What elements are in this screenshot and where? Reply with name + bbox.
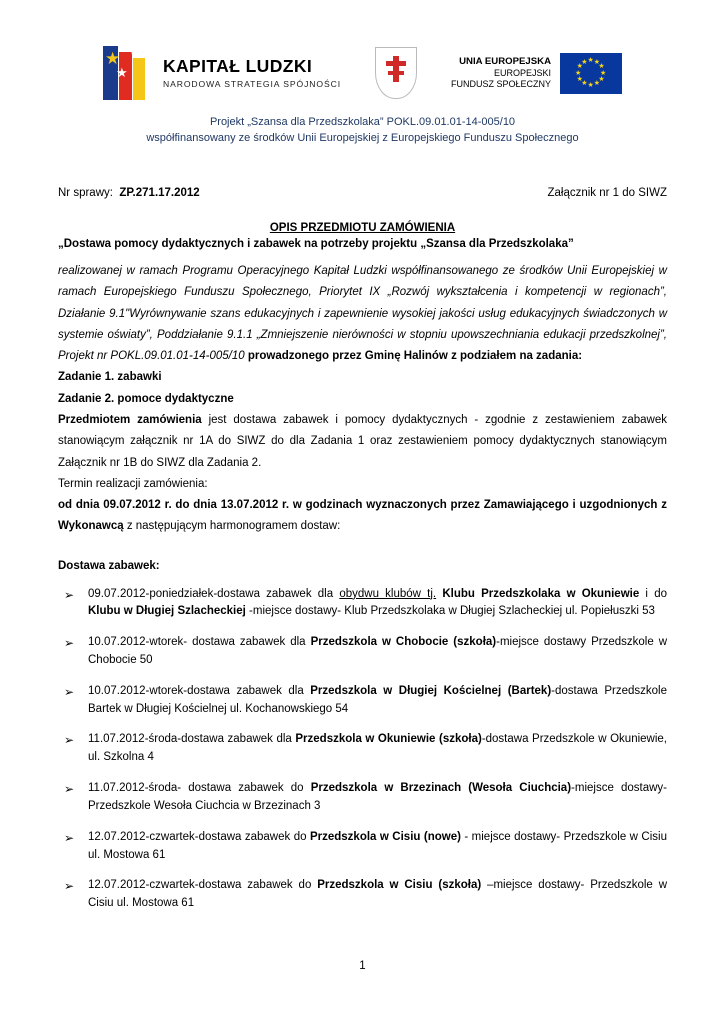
star-icon: ★ <box>129 47 141 61</box>
term-label: Termin realizacji zamówienia: <box>58 477 208 490</box>
arrow-bullet-icon: ➢ <box>64 733 75 748</box>
eu-star-icon: ★ <box>581 58 588 66</box>
cross-shape <box>393 56 399 82</box>
eu-star-icon: ★ <box>600 69 607 77</box>
arrow-bullet-icon: ➢ <box>64 684 75 699</box>
case-label: Nr sprawy: <box>58 186 113 199</box>
page-title: OPIS PRZEDMIOTU ZAMÓWIENIA <box>269 221 456 234</box>
term-label-paragraph <box>58 474 667 495</box>
term-bold-dates: od dnia 09.07.2012 r. do dnia 13.07.2012 r. w godzinach wyznaczonych przez Zamawiającego i uzgodnionych z Wykonawcą <box>58 499 667 533</box>
delivery-date-prefix: 09.07.2012-poniedziałek-dostawa zabawek dla <box>88 587 340 600</box>
eu-flag-icon <box>560 53 622 94</box>
intro-italic-body: realizowanej w ramach Programu Operacyjnego Kapitał Ludzki współfinansowanego ze środków Unii Europejskiej w ramach Europejskiego Funduszu Społecznego, Priorytet IX „Rozwój wykształcenia i kompetencji w regionach”, Działanie 9.1"Wyrównywanie szans edukacyjnych i zapewnienie wysokiej jakości usług edukacyjnych świadczonych w systemie oświaty”, Poddziałanie 9.1.1 „Zmniejszenie nierówności w stopniu upowszechniania edukacji przedszkolnej”, Projekt nr POKL.09.01.01-14-005/10 <box>58 265 667 363</box>
delivery-date-prefix: 11.07.2012-środa-dostawa zabawek dla <box>88 733 296 746</box>
delivery-tail: –miejsce dostawy- Przedszkole w Cisiu ul. Mostowa 61 <box>88 879 668 910</box>
delivery-date-prefix: 12.07.2012-czwartek-dostawa zabawek do <box>88 830 310 843</box>
list-item <box>58 731 667 767</box>
delivery-bold-1: Przedszkola w Cisiu (szkoła) <box>317 879 482 892</box>
delivery-list <box>58 586 667 913</box>
arrow-bullet-icon: ➢ <box>64 830 75 845</box>
delivery-bold-1: Przedszkola w Brzezinach (Wesoła Ciuchcia) <box>310 782 572 795</box>
meta-row <box>58 187 667 199</box>
star-icon: ★ <box>104 49 121 68</box>
project-caption-line-1: Projekt „Szansa dla Przedszkolaka” POKL.09.01.01-14-005/10 <box>209 116 516 128</box>
delivery-tail: -dostawa Przedszkole Bartek w Długiej Kościelnej ul. Kochanowskiego 54 <box>88 684 667 715</box>
delivery-tail: - miejsce dostawy- Przedszkole w Cisiu ul. Mostowa 61 <box>88 830 667 861</box>
case-number: ZP.271.17.2012 <box>119 186 200 199</box>
delivery-mid: i do <box>639 587 667 600</box>
delivery-bold-1: Przedszkola w Cisiu (nowe) <box>309 830 461 843</box>
kapital-ludzki-title: KAPITAŁ LUDZKI <box>162 56 313 77</box>
band-yellow <box>133 58 145 100</box>
star-icon: ★ <box>115 65 128 80</box>
eu-line-3: FUNDUSZ SPOŁECZNY <box>450 78 551 89</box>
delivery-bold-1: Przedszkola w Chobocie (szkoła) <box>310 636 497 649</box>
delivery-bold-1: Przedszkola w Długiej Kościelnej (Bartek) <box>310 684 552 697</box>
arrow-bullet-icon: ➢ <box>64 587 75 602</box>
subject-rest: jest dostawa zabawek i pomocy dydaktycznych - zgodnie z zestawieniem zabawek stanowiącym załącznik nr 1A do SIWZ do dla Zadania 1 oraz zestawieniem pomocy dydaktycznych stanowiącym Załącznik nr 1B do SIWZ dla Zadania 2. <box>58 414 667 469</box>
delivery-tail: -miejsce dostawy- Klub Przedszkolaka w Długiej Szlacheckiej ul. Popiełuszki 53 <box>245 605 655 618</box>
case-number-block <box>58 187 200 199</box>
intro-bold-tail: prowadzonego przez Gminę Halinów z podziałem na zadania: <box>247 350 583 363</box>
eu-star-icon: ★ <box>587 57 594 64</box>
eu-star-icon: ★ <box>575 69 582 77</box>
delivery-heading: Dostawa zabawek: <box>58 559 160 572</box>
kapital-ludzki-logo <box>103 46 341 100</box>
delivery-bold-1: Klubu Przedszkolaka w Okuniewie <box>436 587 640 600</box>
subject-paragraph <box>58 410 667 474</box>
task-1-line: Zadanie 1. zabawki <box>58 371 162 384</box>
subject-bold-lead: Przedmiotem zamówienia <box>58 414 202 426</box>
eu-logo-text <box>451 56 551 90</box>
header-logos <box>58 40 667 106</box>
eu-star-icon: ★ <box>581 80 588 88</box>
european-union-logo <box>451 53 622 94</box>
delivery-tail: -miejsce dostawy Przedszkole w Chobocie 50 <box>88 636 667 667</box>
intro-paragraph <box>58 234 667 255</box>
list-item <box>58 877 667 913</box>
eu-star-icon: ★ <box>593 58 601 66</box>
delivery-date-prefix: 11.07.2012-środa- dostawa zabawek do <box>88 782 311 795</box>
list-item <box>58 683 667 719</box>
term-dates-paragraph <box>58 495 667 538</box>
stars-flag-icon <box>103 46 155 100</box>
delivery-date-prefix: 10.07.2012-wtorek- dostawa zabawek dla <box>88 636 311 649</box>
eu-star-icon: ★ <box>587 82 594 89</box>
list-item <box>58 586 667 622</box>
intro-bold-lead: „Dostawa pomocy dydaktycznych i zabawek na potrzeby projektu „Szansa dla Przedszkolaka” <box>58 237 574 250</box>
list-item <box>58 829 667 865</box>
delivery-tail: -dostawa Przedszkole w Okuniewie, ul. Szkolna 4 <box>88 733 667 764</box>
delivery-date-prefix: 12.07.2012-czwartek-dostawa zabawek do <box>88 879 318 892</box>
coat-of-arms-icon <box>375 47 417 99</box>
arrow-bullet-icon: ➢ <box>64 782 75 797</box>
eu-star-icon: ★ <box>576 75 583 83</box>
project-caption-line-2: współfinansowany ze środków Unii Europejskiej z Europejskiego Funduszu Społecznego <box>146 131 579 144</box>
eu-star-icon: ★ <box>593 80 601 88</box>
task-2-line: Zadanie 2. pomoce dydaktyczne <box>58 392 234 405</box>
arrow-bullet-icon: ➢ <box>64 636 75 651</box>
delivery-date-prefix: 10.07.2012-wtorek-dostawa zabawek dla <box>88 684 311 697</box>
eu-star-icon: ★ <box>598 63 605 71</box>
project-caption <box>58 115 667 147</box>
eu-line-1: UNIA EUROPEJSKA <box>459 55 551 67</box>
term-tail: z następującym harmonogramem dostaw: <box>123 520 341 533</box>
eu-line-2: EUROPEJSKI <box>493 67 551 78</box>
intro-italic-paragraph <box>58 261 667 367</box>
delivery-tail: -miejsce dostawy-Przedszkole Wesoła Ciuchcia w Brzezinach 3 <box>88 782 667 812</box>
delivery-underline: obydwu klubów tj. <box>339 587 437 600</box>
arrow-bullet-icon: ➢ <box>64 879 75 894</box>
attachment-label: Załącznik nr 1 do SIWZ <box>547 186 667 199</box>
eu-star-icon: ★ <box>576 63 583 71</box>
page-number: 1 <box>359 960 366 972</box>
delivery-bold-1: Przedszkola w Okuniewie (szkoła) <box>295 733 482 746</box>
eu-star-icon: ★ <box>598 75 605 83</box>
list-item <box>58 780 667 816</box>
kapital-ludzki-subtitle: NARODOWA STRATEGIA SPÓJNOŚCI <box>162 78 341 89</box>
list-item <box>58 634 667 670</box>
delivery-bold-2: Klubu w Długiej Szlacheckiej <box>88 605 246 618</box>
